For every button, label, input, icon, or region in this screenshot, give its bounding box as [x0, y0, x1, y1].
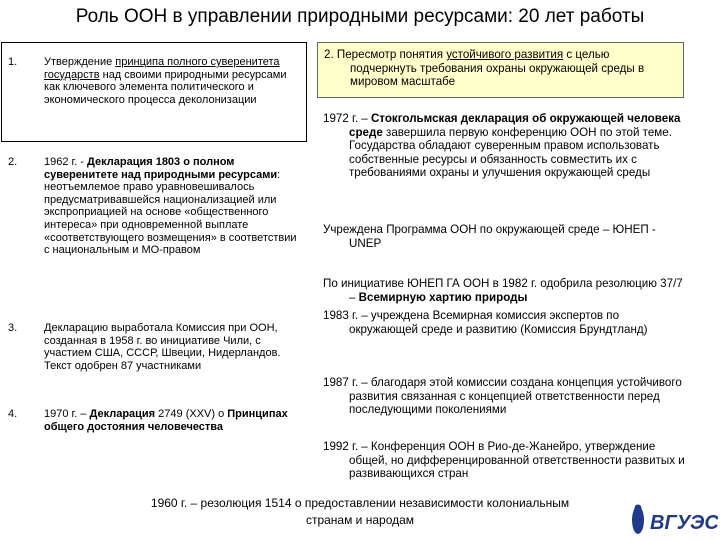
sustainable-development-text: 2. Пересмотр понятия устойчивого развития с целью подчеркнуть требования охраны окружающей среды в мировом масштабе — [324, 48, 645, 89]
item-text-2: 1962 г. - Декларация 1803 о полном суверенитете над природными ресурсами: неотъемлемое право уравновешивалось предусматривавшейся национализацией или экспроприацией на основе «общественного интереса» при одновременной выплате «соответствующего возмещения» в соответствии с национальным и МО-правом — [44, 156, 297, 257]
stockholm-declaration-text: 1972 г. – Стокгольмская декларация об окружающей человека среде завершила первую конференцию ООН по этой теме. Государства обладают суверенным правом использовать собственные ресурсы и обязанность совместить их с требованиями охраны и улучшения окружающей среды — [323, 112, 681, 180]
item-number-2: 2. — [8, 156, 18, 168]
logo-graphic — [628, 502, 718, 538]
item-text-3: Декларацию выработала Комиссия при ООН, созданная в 1958 г. во инициативе Чили, с участием США, СССР, Швеции, Нидерландов. Текст одобрен 87 участниками — [44, 322, 281, 372]
highlight-box-sustainable-development — [317, 42, 684, 98]
world-charter-text: По инициативе ЮНЕП ГА ООН в 1982 г. одобрила резолюцию 37/7 – Всемирную хартию природы — [323, 277, 683, 304]
item-number-3: 3. — [8, 322, 18, 334]
sustainable-concept-text: 1987 г. – благодаря этой комиссии создана концепция устойчивого развития связанная с концепцией ответственности перед последующими поколениями — [323, 376, 682, 417]
item-number-4: 4. — [8, 408, 18, 420]
page-title: Роль ООН в управлении природными ресурсами: 20 лет работы — [75, 6, 645, 27]
item-text-1: Утверждение принципа полного суверенитета государств над своими природными ресурсами как ключевого элемента политического и экономического процесса деколонизации — [44, 56, 287, 106]
footer-resolution-text: 1960 г. – резолюция 1514 о предоставлении независимости колониальным странам и народам — [150, 496, 570, 527]
university-logo — [628, 502, 718, 538]
unep-text: Учреждена Программа ООН по окружающей среде – ЮНЕП - UNEP — [323, 223, 656, 250]
item-text-4: 1970 г. – Декларация 2749 (XXV) о Принципах общего достояния человечества — [44, 408, 288, 433]
logo-text: ВГУЭС — [650, 512, 718, 534]
brundtland-commission-text: 1983 г. – учреждена Всемирная комиссия экспертов по окружающей среде и развитию (Комиссия Брундтланд) — [323, 309, 648, 336]
item-number-1: 1. — [8, 56, 18, 68]
rio-conference-text: 1992 г. – Конференция ООН в Рио-де-Жанейро, утверждение общей, но дифференцированной ответственности развитых и развивающихся стран — [323, 440, 685, 481]
